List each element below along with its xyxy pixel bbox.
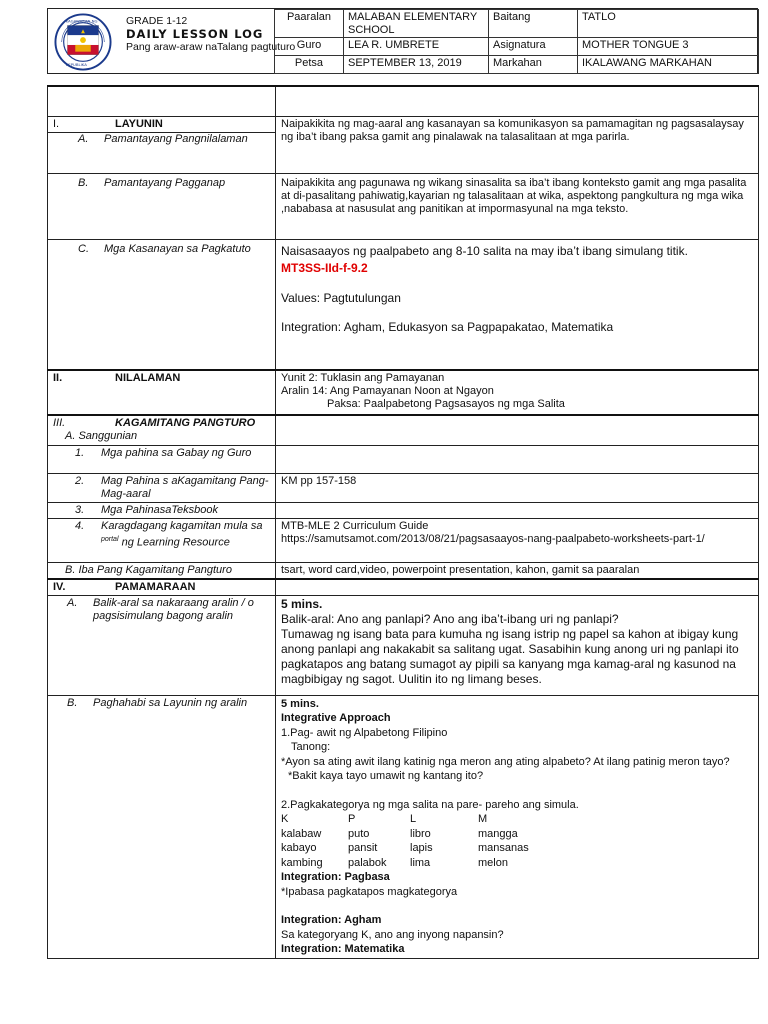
word-cell: libro	[410, 827, 431, 840]
word-cell: puto	[348, 827, 370, 840]
item-learning-resource: ng Learning Resource	[121, 536, 230, 549]
row-layunin-c	[48, 239, 759, 370]
row-layunin-a	[48, 116, 759, 173]
row-pamamaraan-a	[48, 595, 759, 695]
item-label: B.	[67, 696, 78, 709]
label-markahan: Markahan	[489, 56, 578, 74]
value-school: MALABAN ELEMENTARY SCHOOL	[344, 10, 489, 38]
row-kagamitan-4	[48, 518, 759, 562]
integration-agham-text: Sa kategoryang K, ano ang inyong napansin?	[281, 928, 504, 941]
section-title-kagamitan: KAGAMITANG PANGTURO	[115, 417, 256, 429]
row-kagamitan-1	[48, 445, 759, 473]
value-date: SEPTEMBER 13, 2019	[344, 56, 489, 74]
row-layunin-b	[48, 173, 759, 239]
svg-text:KAGAWARAN NG: KAGAWARAN NG	[65, 18, 98, 24]
item-label: C.	[78, 242, 89, 255]
item-number: 3.	[75, 503, 85, 516]
item-kagamitang-mag-aaral: Mag Pahina s aKagamitang Pang-Mag-aaral	[101, 474, 269, 500]
integration-pagbasa-text: *Ipabasa pagkatapos magkategorya	[281, 885, 458, 898]
layunin-a-text: Naipakikita ng mag-aaral ang kasanayan sa komunikasyon sa pamamagitan ng pagsasalaysay ng iba’t ibang paksa gamit ang pinalawak na talasalitaan at mga parirla.	[276, 116, 759, 173]
nilalaman-line2: Aralin 14: Ang Pamayanan Noon at Ngayon	[281, 385, 494, 397]
balik-aral-title: Balik-aral sa nakaraang aralin / o pagsisimulang bagong aralin	[93, 596, 254, 622]
layunin-b-text: Naipakikita ang pagunawa ng wikang sinasalita sa iba’t ibang konteksto gamit ang mga pasalita at di-pasalitang pahiwatig,kayarian ng talasalitaan at wika, aspektong pangkultura ng mga wika ,nababasa at nasusulat ang panitikan at impormasyunal na mga teksto.	[276, 173, 759, 239]
item-title-kasanayan: Mga Kasanayan sa Pagkatuto	[104, 242, 251, 255]
row-kagamitan-2	[48, 473, 759, 502]
integration-agham: Integration: Agham	[281, 914, 382, 926]
row-pamamaraan-title	[48, 579, 759, 596]
item-gabay-guro: Mga pahina sa Gabay ng Guro	[101, 446, 252, 459]
time-b: 5 mins.	[281, 697, 319, 710]
values-text: Values: Pagtutulungan	[281, 290, 401, 305]
category-table	[281, 812, 753, 870]
lesson-table	[47, 85, 759, 959]
section-title-nilalaman: NILALAMAN	[115, 372, 181, 384]
word-cell: kambing	[281, 856, 323, 869]
row-kagamitan-3	[48, 502, 759, 518]
category-header: K	[281, 813, 289, 825]
resource-url: https://samutsamot.com/2013/08/21/pagsasaayos-nang-paalpabeto-worksheets-part-1/	[281, 532, 705, 545]
section-number: IV.	[53, 580, 66, 593]
word-cell: mansanas	[478, 842, 529, 854]
step-1: 1.Pag- awit ng Alpabetong Filipino	[281, 726, 448, 739]
word-cell: lapis	[410, 842, 433, 854]
word-cell: mangga	[478, 827, 518, 840]
header-row-teacher	[275, 38, 759, 56]
item-teksbook: Mga PahinasaTeksbook	[101, 503, 219, 516]
word-cell: lima	[410, 856, 431, 869]
document-title: DAILY LESSON LOG	[126, 27, 264, 41]
competency-code: MT3SS-IId-f-9.2	[281, 260, 368, 275]
svg-text:REPUBLIKA: REPUBLIKA	[65, 62, 87, 68]
integration-text: Integration: Agham, Edukasyon sa Pagpapakatao, Matematika	[281, 319, 614, 334]
item-number: 2.	[75, 474, 85, 487]
category-header: M	[478, 813, 488, 825]
balik-aral-question: Balik-aral: Ano ang panlapi? Ano ang iba’t-ibang uri ng panlapi?	[281, 611, 619, 626]
section-title-layunin: LAYUNIN	[115, 117, 163, 130]
deped-seal-icon	[54, 13, 112, 71]
section-number: III.	[53, 417, 66, 429]
label-guro: Guro	[275, 38, 344, 56]
label-paaralan: Paaralan	[275, 10, 344, 38]
label-asignatura: Asignatura	[489, 38, 578, 56]
iba-pang-kagamitan-value: tsart, word card,video, powerpoint presentation, kahon, gamit sa paaralan	[276, 562, 759, 579]
question-1: *Ayon sa ating awit ilang katinig nga meron ang ating alpabeto? At ilang patinig meron tayo?	[281, 755, 730, 768]
item-title-pangnilalaman: Pamantayang Pangnilalaman	[104, 132, 248, 145]
time-a: 5 mins.	[281, 596, 323, 611]
item-label: A.	[78, 132, 89, 145]
integration-matematika: Integration: Matematika	[281, 943, 405, 955]
document-subtitle: Pang araw-araw naTalang pagtuturo	[126, 41, 296, 53]
category-header: P	[348, 813, 356, 825]
header-box	[47, 8, 758, 74]
curriculum-guide: MTB-MLE 2 Curriculum Guide	[281, 519, 429, 532]
label-petsa: Petsa	[275, 56, 344, 74]
word-cell: melon	[478, 856, 508, 869]
km-pages: KM pp 157-158	[276, 473, 759, 502]
value-subject: MOTHER TONGUE 3	[578, 38, 759, 56]
nilalaman-line1: Yunit 2: Tuklasin ang Pamayanan	[281, 372, 445, 384]
integrative-approach: Integrative Approach	[281, 712, 391, 724]
step-2: 2.Pagkakategorya ng mga salita na pare- pareho ang simula.	[281, 798, 579, 811]
portal-superscript: portal	[101, 535, 119, 543]
section-number: II.	[53, 372, 63, 384]
item-number: 4.	[75, 519, 85, 532]
kasanayan-text: Naisasaayos ng paalpabeto ang 8-10 salita na may iba’t ibang simulang titik.	[281, 243, 688, 258]
category-header: L	[410, 813, 417, 825]
row-kagamitan-title	[48, 415, 759, 445]
item-label: A.	[67, 596, 78, 609]
item-title-pagganap: Pamantayang Pagganap	[104, 176, 226, 189]
section-number: I.	[53, 117, 60, 130]
nilalaman-line3: Paksa: Paalpabetong Pagsasayos ng mga Salita	[327, 398, 565, 410]
value-quarter: IKALAWANG MARKAHAN	[578, 56, 759, 74]
sanggunian-label: A. Sanggunian	[65, 430, 138, 442]
integration-pagbasa: Integration: Pagbasa	[281, 871, 390, 883]
label-baitang: Baitang	[489, 10, 578, 38]
value-grade: TATLO	[578, 10, 759, 38]
value-teacher: LEA R. UMBRETE	[344, 38, 489, 56]
header-info-table	[274, 9, 759, 74]
tanong-label: Tanong:	[291, 741, 331, 753]
blank-header-row	[48, 86, 759, 116]
iba-pang-kagamitan-label: B. Iba Pang Kagamitang Pangturo	[48, 562, 276, 579]
section-title-pamamaraan: PAMAMARAAN	[115, 580, 196, 593]
row-kagamitan-b	[48, 562, 759, 579]
header-row-date	[275, 56, 759, 74]
grade-level: GRADE 1-12	[126, 15, 188, 27]
item-karagdagang: Karagdagang kagamitan mula sa	[101, 519, 263, 532]
header-row-school	[275, 10, 759, 38]
item-label: B.	[78, 176, 89, 189]
word-cell: kalabaw	[281, 827, 322, 840]
question-2: *Bakit kaya tayo umawit ng kantang ito?	[288, 770, 484, 782]
word-cell: kabayo	[281, 842, 317, 854]
paghahabi-title: Paghahabi sa Layunin ng aralin	[93, 696, 248, 709]
row-nilalaman	[48, 370, 759, 415]
balik-aral-activity: Tumawag ng isang bata para kumuha ng isang istrip ng papel sa kahon at ibigay kung anong panlapi ang nakakabit sa salitang ugat. Sasabihin kung anong uri ng panlapi ito pagkatapos ang batang sumagot ay pipili sa kanyang mga kamag-aral ng kasunod na magbibigay ng sagot. Uulitin ito ng limang beses.	[281, 626, 739, 686]
row-pamamaraan-b	[48, 695, 759, 958]
word-cell: pansit	[348, 842, 378, 854]
item-number: 1.	[75, 446, 85, 459]
word-cell: palabok	[348, 856, 387, 869]
